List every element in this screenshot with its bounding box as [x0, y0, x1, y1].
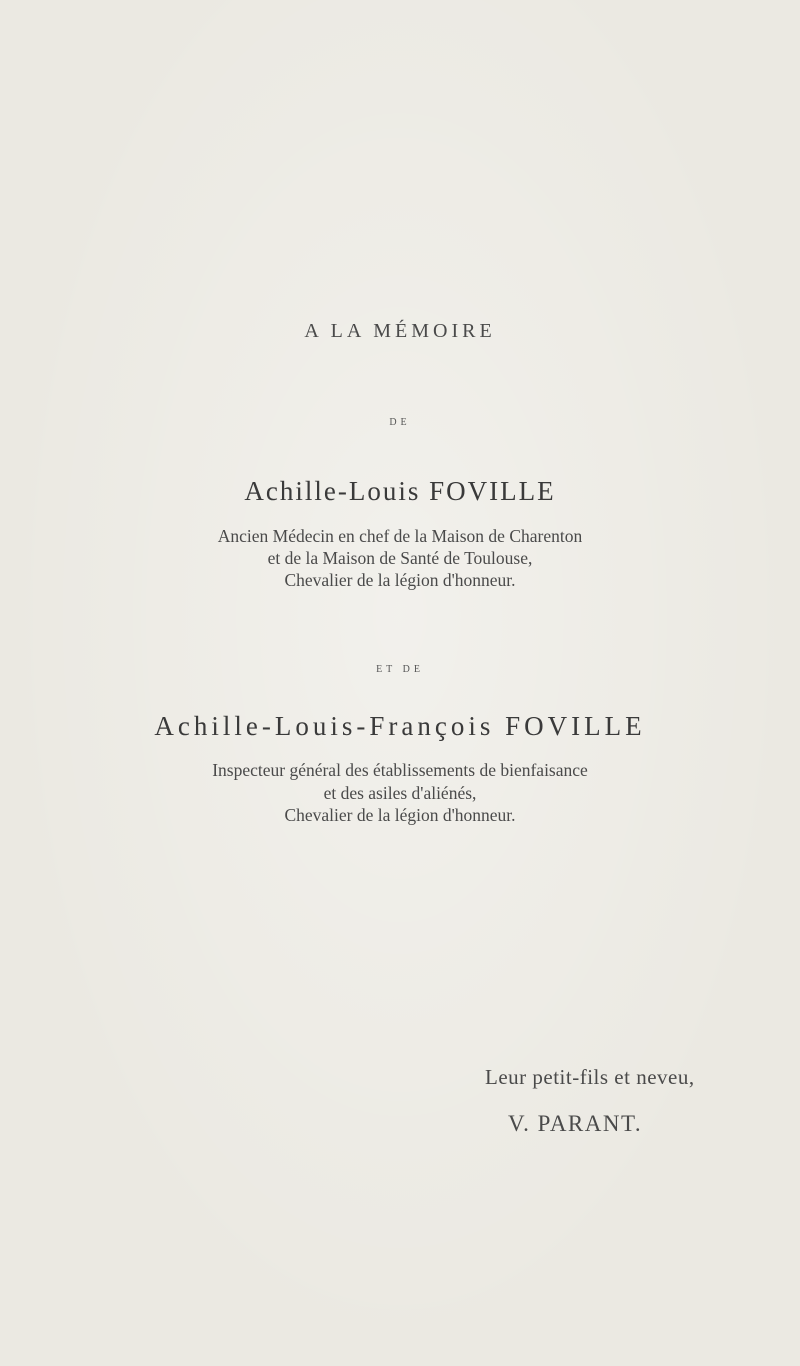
first-person-description-line: Ancien Médecin en chef de la Maison de Charenton — [217, 526, 583, 546]
dedication-heading: A LA MÉMOIRE — [304, 320, 496, 342]
first-person-name: Achille-Louis FOVILLE — [244, 476, 556, 506]
first-person-description-line: Chevalier de la légion d'honneur. — [284, 570, 516, 590]
second-person-name: Achille-Louis-François FOVILLE — [154, 711, 646, 741]
et-de-label: ET DE — [376, 664, 424, 675]
signature-author: V. PARANT. — [508, 1111, 643, 1136]
second-person-description-line: et des asiles d'aliénés, — [323, 783, 477, 803]
second-person-description-line: Inspecteur général des établissements de bienfaisance — [212, 760, 588, 780]
first-person-description-line: et de la Maison de Santé de Toulouse, — [267, 548, 533, 568]
de-label: DE — [389, 417, 411, 428]
signature-relation: Leur petit-fils et neveu, — [485, 1065, 695, 1089]
second-person-description-line: Chevalier de la légion d'honneur. — [284, 805, 516, 825]
